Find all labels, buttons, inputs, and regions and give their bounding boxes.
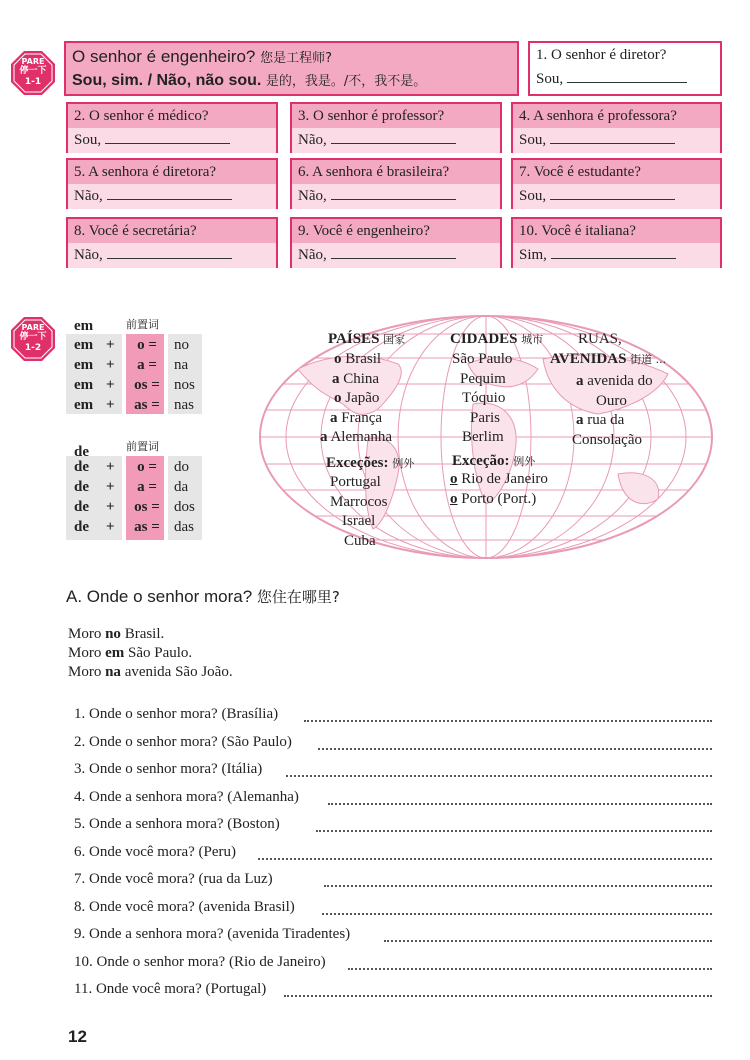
answer-line[interactable] [286,775,712,777]
exercise-item [290,217,502,268]
answer-line[interactable] [328,803,712,805]
article: a [576,373,584,389]
badge-label: PARE [21,323,45,332]
question: 10. Onde o senhor mora? (Rio de Janeiro) [74,953,326,970]
map-entry: Marrocos [330,493,388,510]
item-question: 2. O senhor é médico? [68,104,276,128]
excecoes-heading: Exceções: [326,455,389,471]
contraction-result: da [174,479,189,495]
map-name: Rio de Janeiro [461,471,548,487]
table-word: de [74,459,89,475]
exercise-item [290,102,502,153]
example-answer: Sou, sim. / Não, não sou. [72,72,262,89]
article: as = [134,519,160,535]
article: os = [134,377,160,393]
example-sentence [68,664,233,681]
table-word: em [74,377,94,393]
map-entry [330,409,382,428]
plus-sign: + [106,479,115,495]
question: 6. Onde você mora? (Peru) [74,843,237,860]
badge-label: PARE [21,57,45,66]
table-word: de [74,479,89,495]
table-word: de [74,519,89,535]
example-preposition: no [105,626,121,642]
answer-line[interactable] [318,748,712,750]
item-answer-prefix: Sim, [519,247,547,263]
article: a [330,409,338,426]
exercise-item [66,217,278,268]
answer-line[interactable] [322,913,712,915]
answer-line[interactable] [258,858,712,860]
answer-blank[interactable] [551,245,676,259]
article: os = [134,499,160,515]
contraction-result: dos [174,499,195,515]
contraction-result: na [174,357,189,373]
item-question: 7. Você é estudante? [513,160,720,184]
plus-sign: + [106,397,115,413]
paises-heading-cn: 国家 [383,333,406,346]
ruas-heading-1: RUAS, [578,331,622,347]
map-entry: Israel [342,513,376,529]
example-preposition: em [105,645,125,661]
cidades-heading: CIDADES [450,331,518,347]
question: 9. Onde a senhora mora? (avenida Tiradentes) [74,926,351,942]
question: 8. Onde você mora? (avenida Brasil) [74,898,295,915]
contraction-result: nos [174,377,195,393]
plus-sign: + [106,337,115,353]
article: o [450,471,458,487]
table-word: de [74,499,89,515]
answer-blank[interactable] [331,130,456,144]
item-question: 8. Você é secretária? [68,219,276,243]
exercise-item [66,158,278,209]
example-box [64,41,519,96]
map-name: Alemanha [330,429,393,445]
map-entry [572,431,642,450]
map-name: Porto (Port.) [461,490,537,507]
map-entry: Pequim [460,370,506,387]
map-name: Brasil [345,351,382,367]
example-pre: Moro [68,626,106,642]
answer-blank[interactable] [107,186,232,200]
item-answer-prefix: Não, [74,188,103,204]
exercise-item [528,41,722,96]
contraction-result: das [174,519,194,535]
map-name: Japão [345,390,380,406]
item-answer-prefix: Não, [298,132,327,148]
map-entry: Berlim [462,429,504,445]
article: o = [137,337,157,353]
exercise-title-cn: 您住在哪里? [256,588,340,606]
pare-badge-1-1 [10,50,56,96]
map-entry [332,370,379,389]
map-entry [334,350,381,369]
item-question: 3. O senhor é professor? [292,104,500,128]
article: o [450,490,458,507]
contraction-result: no [174,337,189,353]
plus-sign: + [106,357,115,373]
map-name: Consolação [572,431,642,448]
answer-line[interactable] [284,995,712,997]
map-entry: Cuba [344,532,376,549]
answer-blank[interactable] [550,130,675,144]
map-name: rua da [587,412,625,428]
badge-number: 1-1 [24,77,42,87]
excecoes-column [326,454,414,473]
question: 11. Onde você mora? (Portugal) [74,981,267,997]
map-entry [576,372,653,391]
question: 3. Onde o senhor mora? (Itália) [74,761,263,777]
item-answer-prefix: Sou, [519,132,547,148]
paises-heading: PAÍSES [328,331,380,347]
answer-blank[interactable] [331,186,456,200]
item-question: 9. Você é engenheiro? [292,219,500,243]
badge-label-cn: 停一下 [19,332,47,342]
item-answer-prefix: Sou, [536,71,564,87]
map-entry: São Paulo [452,351,513,367]
page-number: 12 [68,1027,87,1046]
ruas-heading-cn: 街道 ... [630,353,667,366]
cidades-heading-cn: 城市 [521,333,544,346]
item-question: 10. Você é italiana? [513,219,720,243]
answer-blank[interactable] [550,186,675,200]
example-question-cn: 您是工程师? [260,51,332,66]
plus-sign: + [106,377,115,393]
article: o [334,351,342,367]
exercise-item [290,158,502,209]
map-entry [334,389,379,408]
item-question: 1. O senhor é diretor? [530,43,720,67]
example-post: Brasil. [120,626,165,642]
example-pre: Moro [68,645,106,661]
map-entry [576,411,624,430]
exercise-title: A. Onde o senhor mora? [66,587,253,606]
map-name: avenida do [587,373,653,389]
prep-label: 前置词 [126,318,159,331]
example-answer-cn: 是的，我是。/不，我不是。 [265,74,427,89]
table-word: em [74,357,94,373]
answer-line[interactable] [304,720,712,722]
example-preposition: na [105,664,121,680]
plus-sign: + [106,519,115,535]
exercise-item [66,102,278,153]
cidades-column [450,330,543,349]
item-answer-prefix: Sou, [519,188,547,204]
example-sentence [68,626,164,643]
question: 5. Onde a senhora mora? (Boston) [74,816,280,832]
question: 2. Onde o senhor mora? (São Paulo) [74,733,292,750]
article: a = [137,357,157,373]
map-name: Ouro [596,392,627,409]
table-head: de [74,444,89,460]
example-post: São Paulo. [124,645,193,661]
map-entry: Paris [470,409,500,426]
plus-sign: + [106,499,115,515]
table-word: em [74,337,94,353]
article: a [332,370,340,387]
map-name: França [341,409,383,426]
answer-line[interactable] [324,885,712,887]
badge-label-cn: 停一下 [19,66,47,76]
item-answer-prefix: Sou, [74,132,102,148]
badge-number: 1-2 [24,343,42,353]
example-question: O senhor é engenheiro? [72,47,256,66]
article: a [576,412,584,428]
table-head: em [74,318,94,334]
map-entry: Portugal [330,474,381,490]
ruas-heading-2: AVENIDAS [550,351,627,367]
answer-blank[interactable] [107,245,232,259]
map-entry [450,490,536,509]
item-question: 5. A senhora é diretora? [68,160,276,184]
answer-line[interactable] [348,968,712,970]
contraction-result: nas [174,397,194,413]
exercise-item [511,217,722,268]
map-entry [596,392,627,411]
item-question: 4. A senhora é professora? [513,104,720,128]
map-entry: Tóquio [462,390,506,406]
map-entry [450,470,548,489]
item-answer-prefix: Não, [298,188,327,204]
answer-blank[interactable] [331,245,456,259]
item-question: 6. A senhora é brasileira? [292,160,500,184]
example-pre: Moro [68,664,106,680]
excecao-column [452,452,535,471]
example-sentence [68,645,192,662]
pare-badge-1-2 [10,316,56,362]
article: o [334,390,342,406]
excecao-heading-cn: 例外 [513,455,536,468]
map-name: China [343,370,380,387]
exercise-item [511,158,722,209]
answer-line[interactable] [316,830,712,832]
question: 7. Onde você mora? (rua da Luz) [74,871,273,887]
excecoes-heading-cn: 例外 [392,457,415,470]
excecao-heading: Exceção: [452,453,510,469]
answer-line[interactable] [384,940,712,942]
contraction-result: do [174,459,189,475]
answer-blank[interactable] [105,130,230,144]
map-entry [320,428,392,447]
article: o = [137,459,157,475]
example-post: avenida São João. [120,664,233,680]
article: a = [137,479,157,495]
prep-label: 前置词 [126,440,159,453]
exercise-item [511,102,722,153]
item-answer-prefix: Não, [298,247,327,263]
plus-sign: + [106,459,115,475]
question: 4. Onde a senhora mora? (Alemanha) [74,788,299,805]
question: 1. Onde o senhor mora? (Brasília) [74,706,279,722]
article: as = [134,397,160,413]
table-word: em [74,397,94,413]
answer-blank[interactable] [567,69,687,83]
paises-column [328,330,405,349]
article: a [320,429,328,445]
item-answer-prefix: Não, [74,247,103,263]
